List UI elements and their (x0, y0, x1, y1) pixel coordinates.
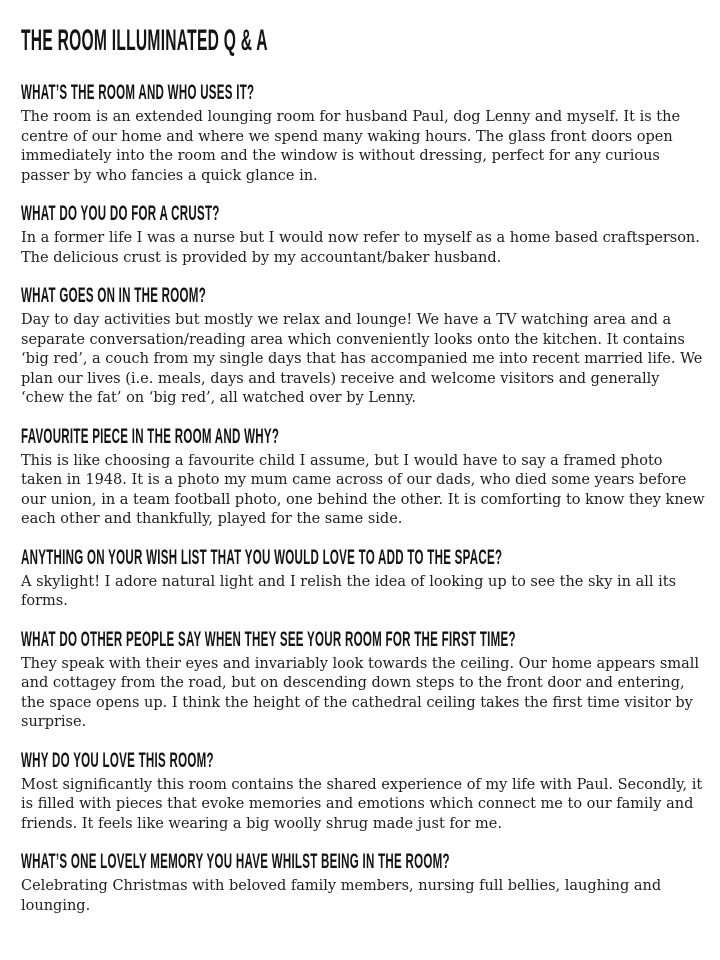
question-heading: WHY DO YOU LOVE THIS ROOM? (21, 748, 214, 772)
qa-section (21, 203, 704, 268)
qa-section (21, 851, 704, 916)
question-heading: WHAT DO YOU DO FOR A CRUST? (21, 202, 220, 225)
question-heading: WHAT GOES ON IN THE ROOM? (21, 284, 207, 307)
answer-paragraph: This is like choosing a favourite child I assume, but I would have to say a framed photo taken in 1948. It is a photo my mum came across of our dads, who died some years before our union, in a team football photo, one behind the other. It is comforting to know they knew each other and thankfully, played for the same side. (21, 452, 705, 527)
title-wrap (21, 24, 704, 58)
question-heading: FAVOURITE PIECE IN THE ROOM AND WHY? (21, 424, 280, 448)
answer-paragraph: Celebrating Christmas with beloved family members, nursing full bellies, laughing and lounging. (21, 878, 662, 914)
qa-section (21, 426, 704, 530)
question-heading: WHAT DO OTHER PEOPLE SAY WHEN THEY SEE YOUR ROOM FOR THE FIRST TIME? (21, 627, 516, 651)
answer-paragraph: Day to day activities but mostly we relax and lounge! We have a TV watching area and a separate conversation/reading area which conveniently looks onto the kitchen. It contains ‘big red’, a couch from my single days that has accompanied me into recent married life. We plan our lives (i.e. meals, days and travels) receive and welcome visitors and generally ‘chew the fat’ on ‘big red’, all watched over by Lenny. (21, 312, 703, 406)
qa-section (21, 547, 704, 612)
answer-paragraph: The room is an extended lounging room for husband Paul, dog Lenny and myself. It is the centre of our home and where we spend many waking hours. The glass front doors open immediately into the room and the window is without dressing, perfect for any curious passer by who fancies a quick glance in. (21, 109, 681, 184)
qa-section (21, 82, 704, 186)
answer-paragraph: A skylight! I adore natural light and I relish the idea of looking up to see the sky in all its forms. (21, 573, 677, 609)
qa-section (21, 285, 704, 409)
answer-paragraph: Most significantly this room contains the shared experience of my life with Paul. Secondly, it is filled with pieces that evoke memories and emotions which connect me to our family and friends. It feels like wearing a big woolly shrug made just for me. (21, 776, 703, 832)
qa-section (21, 750, 704, 835)
question-heading: ANYTHING ON YOUR WISH LIST THAT YOU WOULD LOVE TO ADD TO THE SPACE? (21, 545, 503, 569)
question-heading: WHAT’S THE ROOM AND WHO USES IT? (21, 81, 255, 104)
page-title: THE ROOM ILLUMINATED Q & A (21, 24, 268, 57)
answer-paragraph: They speak with their eyes and invariably look towards the ceiling. Our home appears small and cottagey from the road, but on descending down steps to the front door and entering, the space opens up. I think the height of the cathedral ceiling takes the first time visitor by surprise. (21, 655, 699, 730)
answer-paragraph: In a former life I was a nurse but I would now refer to myself as a home based craftsperson. The delicious crust is provided by my accountant/baker husband. (21, 230, 700, 266)
qa-section (21, 629, 704, 733)
question-heading: WHAT’S ONE LOVELY MEMORY YOU HAVE WHILST BEING IN THE ROOM? (21, 850, 450, 873)
